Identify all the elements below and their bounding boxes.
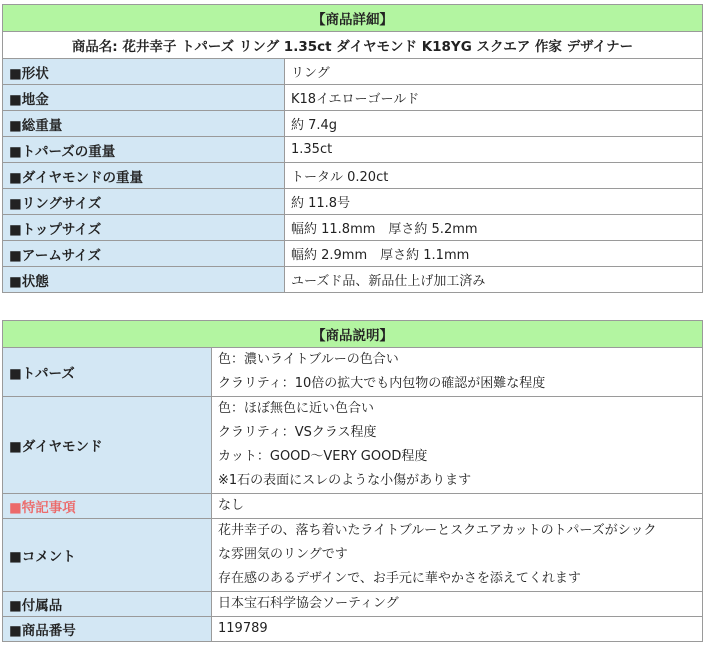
comment-line: 存在感のあるデザインで、お手元に華やかさを添えてくれます (218, 571, 581, 586)
topaz-line: クラリティ：10倍の拡大でも内包物の確認が困難な程度 (218, 376, 546, 391)
product-name: 商品名: 花井幸子 トパーズ リング 1.35ct ダイヤモンド K18YG スクエア 作家 デザイナー (3, 32, 703, 59)
notes-value (212, 494, 703, 519)
number-line: 119789 (218, 621, 268, 636)
detail-header: 【商品詳細】 (3, 5, 703, 32)
spec-value: リング (285, 59, 703, 85)
comment-value (212, 519, 703, 592)
spec-value: 約 7.4g (285, 111, 703, 137)
notes-label: ■特記事項 (3, 494, 212, 519)
spec-label: ■形状 (3, 59, 285, 85)
spec-value: 幅約 11.8mm 厚さ約 5.2mm (285, 215, 703, 241)
spec-row (3, 59, 703, 85)
diamond-line: 色：ほぼ無色に近い色合い (218, 401, 375, 416)
diamond-line: ※1石の表面にスレのような小傷があります (218, 473, 472, 488)
spec-value: トータル 0.20ct (285, 163, 703, 189)
spec-value: ユーズド品、新品仕上げ加工済み (285, 267, 703, 293)
topaz-line: 色：濃いライトブルーの色合い (218, 352, 399, 367)
diamond-label: ■ダイヤモンド (3, 397, 212, 494)
topaz-label: ■トパーズ (3, 348, 212, 397)
spec-label: ■リングサイズ (3, 189, 285, 215)
spec-row (3, 163, 703, 189)
spec-row (3, 189, 703, 215)
spec-value: 幅約 2.9mm 厚さ約 1.1mm (285, 241, 703, 267)
spec-label: ■トパーズの重量 (3, 137, 285, 163)
spec-row (3, 137, 703, 163)
spec-value: K18イエローゴールド (285, 85, 703, 111)
spec-row (3, 267, 703, 293)
description-header: 【商品説明】 (3, 321, 703, 348)
desc-row-diamond (3, 397, 703, 494)
spec-label: ■ダイヤモンドの重量 (3, 163, 285, 189)
desc-row-comment (3, 519, 703, 592)
diamond-line: クラリティ：VSクラス程度 (218, 425, 377, 440)
number-label: ■商品番号 (3, 617, 212, 642)
spec-row (3, 215, 703, 241)
spec-label: ■状態 (3, 267, 285, 293)
desc-row-notes (3, 494, 703, 519)
spec-value: 約 11.8号 (285, 189, 703, 215)
spec-value: 1.35ct (285, 137, 703, 163)
product-description-table (2, 320, 703, 642)
topaz-value (212, 348, 703, 397)
comment-label: ■コメント (3, 519, 212, 592)
spec-label: ■トップサイズ (3, 215, 285, 241)
spec-label: ■アームサイズ (3, 241, 285, 267)
diamond-line: カット：GOOD〜VERY GOOD程度 (218, 449, 428, 464)
spec-row (3, 241, 703, 267)
desc-row-topaz (3, 348, 703, 397)
spec-row (3, 85, 703, 111)
comment-line: 花井幸子の、落ち着いたライトブルーとスクエアカットのトパーズがシック (218, 523, 657, 538)
accessory-line: 日本宝石科学協会ソーティング (218, 596, 399, 611)
spec-label: ■地金 (3, 85, 285, 111)
notes-line: なし (218, 498, 245, 513)
spec-label: ■総重量 (3, 111, 285, 137)
accessory-label: ■付属品 (3, 592, 212, 617)
diamond-value (212, 397, 703, 494)
desc-row-number (3, 617, 703, 642)
desc-row-accessory (3, 592, 703, 617)
comment-line: な雰囲気のリングです (218, 547, 348, 562)
spec-row (3, 111, 703, 137)
product-detail-table (2, 4, 703, 293)
accessory-value (212, 592, 703, 617)
number-value (212, 617, 703, 642)
